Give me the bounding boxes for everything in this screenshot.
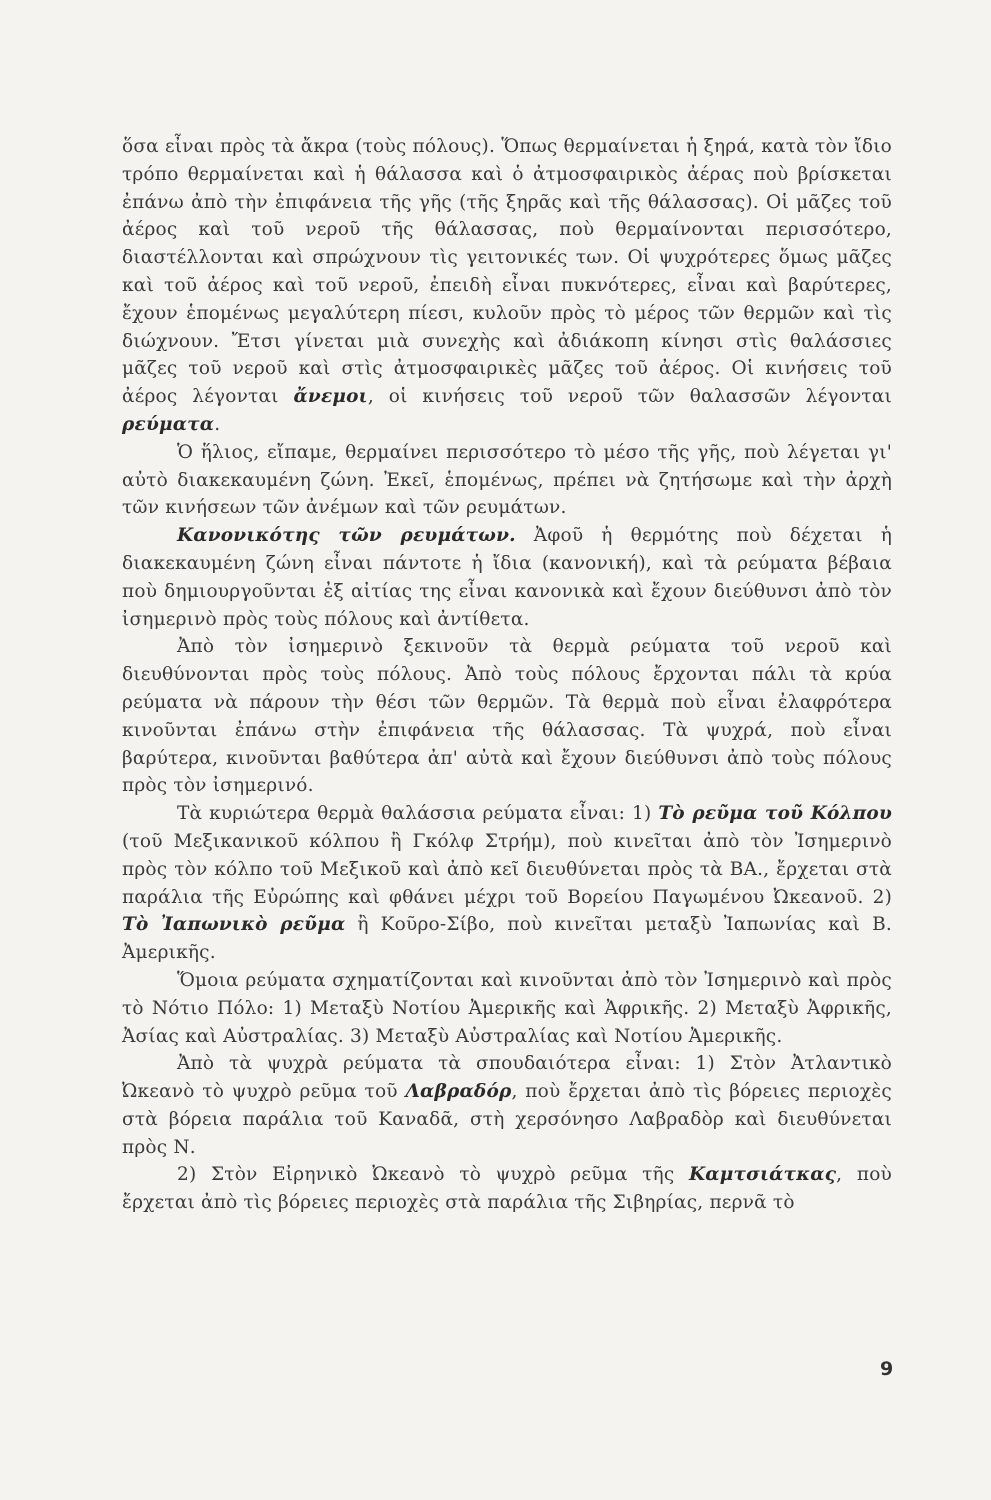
emphasized-term: Καμτσιάτκας <box>689 1164 837 1186</box>
text-run: , οἱ κινήσεις τοῦ νεροῦ τῶν θαλασσῶν λέγονται <box>367 386 892 408</box>
text-run: , ποὺ ἔρχεται ἀπὸ τὶς βόρειες περιοχὲς στὰ βόρεια παράλια τοῦ Καναδᾶ, στὴ χερσόνησο Λαβραδὸρ καὶ διευθύνεται πρὸς Ν. <box>122 1081 892 1158</box>
paragraph-8 <box>122 1161 892 1217</box>
emphasized-term: ἄνεμοι <box>293 386 368 408</box>
paragraph-1 <box>122 133 892 439</box>
paragraph-6 <box>122 967 892 1050</box>
emphasized-term: ρεύματα <box>122 413 215 435</box>
text-run: (τοῦ Μεξικανικοῦ κόλπου ἢ Γκόλφ Στρήμ), ποὺ κινεῖται ἀπὸ τὸν Ἰσημερινὸ πρὸς τὸν κόλπο τοῦ Μεξικοῦ καὶ ἀπὸ κεῖ διευθύνεται πρὸς τὰ ΒΑ., ἔρχεται στὰ παράλια τῆς Εὐρώπης καὶ φθάνει μέχρι τοῦ Βορείου Παγωμένου Ὠκεανοῦ. 2) <box>122 830 892 908</box>
text-run: ἢ Κοῦρο-Σίβο, ποὺ κινεῖται μεταξὺ Ἰαπωνίας καὶ Β. Ἀμερικῆς. <box>122 914 892 964</box>
text-run: Ὅμοια ρεύματα σχηματίζονται καὶ κινοῦνται ἀπὸ τὸν Ἰσημερινὸ καὶ πρὸς τὸ Νότιο Πόλο: 1) Μεταξὺ Νοτίου Ἀμερικῆς καὶ Ἀφρικῆς. 2) Μεταξὺ Ἀφρικῆς, Ἀσίας καὶ Αὐστραλίας. 3) Μεταξὺ Αὐστραλίας καὶ Νοτίου Ἀμερικῆς. <box>122 969 892 1047</box>
emphasized-term: Κανονικότης τῶν ρευμάτων. <box>177 525 516 547</box>
page-number: 9 <box>880 1358 894 1380</box>
text-run: . <box>214 413 221 435</box>
text-run: 2) Στὸν Εἰρηνικὸ Ὠκεανὸ τὸ ψυχρὸ ρεῦμα τῆς <box>177 1164 690 1186</box>
emphasized-term: Τὸ ρεῦμα τοῦ Κόλπου <box>658 803 892 825</box>
paragraph-3 <box>122 522 892 633</box>
paragraph-5 <box>122 800 892 967</box>
text-run: Ἀπὸ τὸν ἰσημερινὸ ξεκινοῦν τὰ θερμὰ ρεύματα τοῦ νεροῦ καὶ διευθύνονται πρὸς τοὺς πόλους. Ἀπὸ τοὺς πόλους ἔρχονται πάλι τὰ κρύα ρεύματα νὰ πάρουν τὴν θέσι τῶν θερμῶν. Τὰ θερμὰ ποὺ εἶναι ἐλαφρότερα κινοῦνται ἐπάνω στὴν ἐπιφάνεια τῆς θάλασσας. Τὰ ψυχρά, ποὺ εἶναι βαρύτερα, κινοῦνται βαθύτερα ἀπ' αὐτὰ καὶ ἔχουν διεύθυνσι ἀπὸ τοὺς πόλους πρὸς τὸν ἰσημερινό. <box>122 636 892 797</box>
text-run: , ποὺ ἔρχεται ἀπὸ τὶς βόρειες περιοχὲς στὰ παράλια τῆς Σιβηρίας, περνᾶ τὸ <box>122 1164 892 1214</box>
text-run: Τὰ κυριώτερα θερμὰ θαλάσσια ρεύματα εἶναι: 1) <box>177 803 659 825</box>
paragraph-4 <box>122 633 892 800</box>
text-run: Ἀφοῦ ἡ θερμότης ποὺ δέχεται ἡ διακεκαυμένη ζώνη εἶναι πάντοτε ἡ ἴδια (κανονική), καὶ τὰ ρεύματα βέβαια ποὺ δημιουργοῦνται ἐξ αἰτίας της εἶναι κανονικὰ καὶ ἔχουν διεύθυνσι ἀπὸ τὸν ἰσημερινὸ πρὸς τοὺς πόλους καὶ ἀντίθετα. <box>122 525 892 630</box>
text-run: Ἀπὸ τὰ ψυχρὰ ρεύματα τὰ σπουδαιότερα εἶναι: 1) Στὸν Ἀτλαντικὸ Ὠκεανὸ τὸ ψυχρὸ ρεῦμα τοῦ <box>122 1053 892 1103</box>
text-run: Ὁ ἥλιος, εἴπαμε, θερμαίνει περισσότερο τὸ μέσο τῆς γῆς, ποὺ λέγεται γι' αὐτὸ διακεκαυμένη ζώνη. Ἐκεῖ, ἑπομένως, πρέπει νὰ ζητήσωμε καὶ τὴν ἀρχὴ τῶν κινήσεων τῶν ἀνέμων καὶ τῶν ρευμάτων. <box>122 441 892 519</box>
emphasized-term: Λαβραδόρ <box>405 1081 512 1103</box>
body-text <box>122 133 892 1217</box>
paragraph-2 <box>122 439 892 522</box>
text-run: ὅσα εἶναι πρὸς τὰ ἄκρα (τοὺς πόλους). Ὅπως θερμαίνεται ἡ ξηρά, κατὰ τὸν ἴδιο τρόπο θερμαίνεται καὶ ἡ θάλασσα καὶ ὁ ἀτμοσφαιρικὸς ἀέρας ποὺ βρίσκεται ἐπάνω ἀπὸ τὴν ἐπιφάνεια τῆς γῆς (τῆς ξηρᾶς καὶ τῆς θάλασσας). Οἱ μᾶζες τοῦ ἀέρος καὶ τοῦ νεροῦ τῆς θάλασσας, ποὺ θερμαίνονται περισσότερο, διαστέλλονται καὶ σπρώχνουν τὶς γειτονικές των. Οἱ ψυχρότερες ὅμως μᾶζες καὶ τοῦ ἀέρος καὶ τοῦ νεροῦ, ἐπειδὴ εἶναι πυκνότερες, εἶναι καὶ βαρύτερες, ἔχουν ἑπομένως μεγαλύτερη πίεσι, κυλοῦν πρὸς τὸ μέρος τῶν θερμῶν καὶ τὶς διώχνουν. Ἔτσι γίνεται μιὰ συνεχὴς καὶ ἀδιάκοπη κίνησι στὶς θαλάσσιες μᾶζες τοῦ νεροῦ καὶ στὶς ἀτμοσφαιρικὲς μᾶζες τοῦ ἀέρος. Οἱ κινήσεις τοῦ ἀέρος λέγονται <box>122 136 892 408</box>
paragraph-7 <box>122 1050 892 1161</box>
emphasized-term: Τὸ Ἰαπωνικὸ ρεῦμα <box>122 914 346 936</box>
